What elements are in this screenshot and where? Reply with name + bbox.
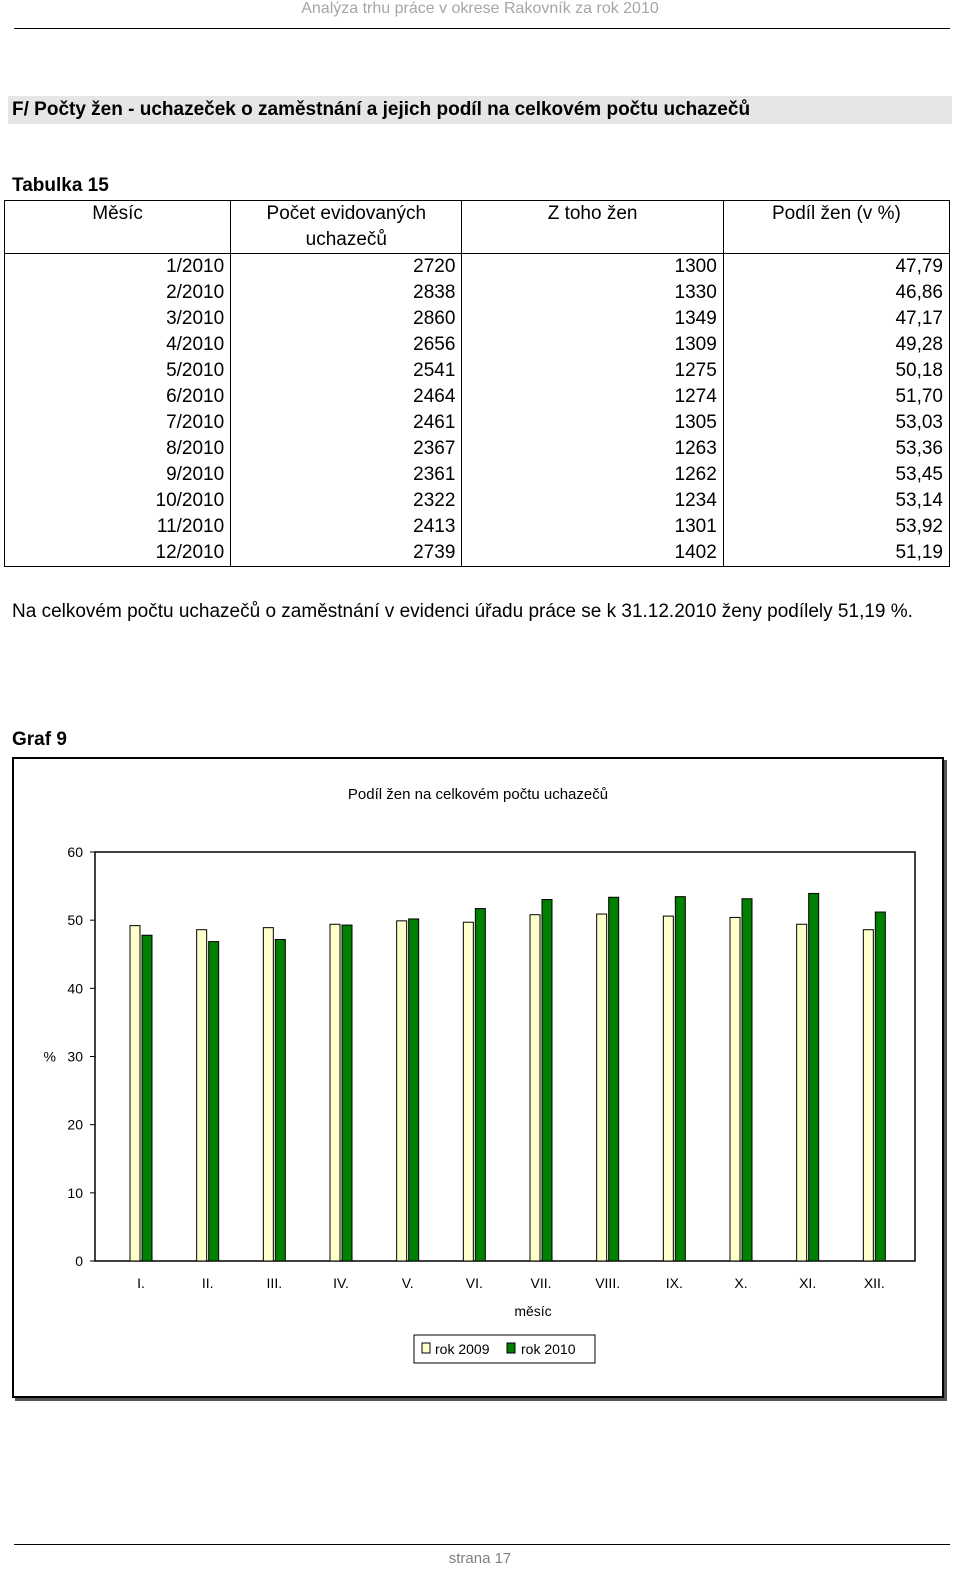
running-header: Analýza trhu práce v okrese Rakovník za rok 2010 [301, 0, 659, 17]
table-cell: 1/2010 [5, 254, 231, 281]
table-cell: 53,45 [723, 462, 949, 488]
bar-2010 [675, 897, 685, 1261]
x-tick-label: V. [401, 1275, 414, 1291]
bar-2010 [409, 919, 419, 1261]
bar-2009 [663, 916, 673, 1261]
table-cell: 1330 [462, 280, 723, 306]
table-cell: 8/2010 [5, 436, 231, 462]
bar-2009 [597, 914, 607, 1261]
bar-2010 [209, 942, 219, 1261]
y-tick-label: 10 [67, 1184, 83, 1201]
table-cell: 1301 [462, 514, 723, 540]
table-cell: 49,28 [723, 332, 949, 358]
bar-2009 [263, 928, 273, 1261]
table-cell: 2656 [231, 332, 462, 358]
y-tick-label: 20 [67, 1116, 83, 1133]
legend-label-2009: rok 2009 [435, 1341, 490, 1357]
bar-2010 [275, 939, 285, 1261]
header-month: Měsíc [5, 201, 231, 254]
x-tick-label: XI. [799, 1275, 817, 1291]
x-tick-label: III. [266, 1275, 283, 1291]
x-tick-label: VIII. [595, 1275, 621, 1291]
table-cell: 2/2010 [5, 280, 231, 306]
table-cell: 4/2010 [5, 332, 231, 358]
x-tick-label: XII. [863, 1275, 885, 1291]
bar-2010 [342, 925, 352, 1261]
table-cell: 53,36 [723, 436, 949, 462]
table-cell: 51,70 [723, 384, 949, 410]
table-cell: 2367 [231, 436, 462, 462]
legend-label-2010: rok 2010 [521, 1341, 576, 1357]
bar-2010 [609, 897, 619, 1261]
bar-2009 [463, 922, 473, 1261]
table-cell: 51,19 [723, 540, 949, 567]
table-cell: 2860 [231, 306, 462, 332]
bar-2009 [397, 921, 407, 1261]
chart-title: Podíl žen na celkovém počtu uchazečů [347, 786, 609, 803]
table-row [5, 358, 950, 384]
x-tick-label: II. [201, 1275, 214, 1291]
summary-text: Na celkovém počtu uchazečů o zaměstnání v evidenci úřadu práce se k 31.12.2010 ženy podílely 51,19 %. [12, 601, 913, 622]
table-cell: 2413 [231, 514, 462, 540]
y-tick-label: 30 [67, 1048, 83, 1065]
table-cell: 2322 [231, 488, 462, 514]
chart-caption: Graf 9 [12, 729, 67, 750]
y-tick-label: 50 [67, 912, 83, 929]
bar-chart [14, 759, 942, 1396]
bar-2010 [142, 935, 152, 1261]
chart-frame [12, 757, 944, 1398]
footer-rule [14, 1544, 950, 1545]
header-share: Podíl žen (v %) [723, 201, 949, 254]
table-cell: 53,92 [723, 514, 949, 540]
y-axis-label: % [43, 1048, 56, 1065]
table-row [5, 384, 950, 410]
table-cell: 2361 [231, 462, 462, 488]
table-caption: Tabulka 15 [12, 175, 109, 196]
table-cell: 50,18 [723, 358, 949, 384]
table-cell: 1274 [462, 384, 723, 410]
header-women: Z toho žen [462, 201, 723, 254]
table-cell: 2541 [231, 358, 462, 384]
bar-2010 [742, 899, 752, 1261]
table-cell: 47,17 [723, 306, 949, 332]
table-cell: 1349 [462, 306, 723, 332]
data-table [4, 200, 950, 567]
table-cell: 1275 [462, 358, 723, 384]
table-row [5, 332, 950, 358]
table-cell: 2739 [231, 540, 462, 567]
table-cell: 2461 [231, 410, 462, 436]
x-tick-label: I. [137, 1275, 145, 1291]
table-row [5, 306, 950, 332]
section-heading: F/ Počty žen - uchazeček o zaměstnání a jejich podíl na celkovém počtu uchazečů [8, 96, 952, 124]
table-cell: 1263 [462, 436, 723, 462]
y-tick-label: 40 [67, 980, 83, 997]
table-cell: 46,86 [723, 280, 949, 306]
table-cell: 1262 [462, 462, 723, 488]
table-cell: 1402 [462, 540, 723, 567]
table-cell: 9/2010 [5, 462, 231, 488]
table-row [5, 488, 950, 514]
bar-2009 [863, 930, 873, 1261]
bar-2009 [730, 917, 740, 1261]
table-cell: 2464 [231, 384, 462, 410]
table-row [5, 410, 950, 436]
table-row [5, 436, 950, 462]
table-cell: 2720 [231, 254, 462, 281]
table-cell: 5/2010 [5, 358, 231, 384]
bar-2010 [542, 900, 552, 1261]
bar-2009 [197, 930, 207, 1261]
table-row [5, 514, 950, 540]
y-tick-label: 60 [67, 844, 83, 860]
table-cell: 1300 [462, 254, 723, 281]
table-cell: 12/2010 [5, 540, 231, 567]
table-row [5, 462, 950, 488]
table-row [5, 540, 950, 567]
bar-2009 [530, 915, 540, 1261]
legend-swatch-2009 [422, 1343, 430, 1353]
bar-2009 [797, 924, 807, 1261]
table-cell: 53,14 [723, 488, 949, 514]
table-cell: 47,79 [723, 254, 949, 281]
table-cell: 3/2010 [5, 306, 231, 332]
table-row [5, 280, 950, 306]
table-row [5, 254, 950, 281]
table-cell: 10/2010 [5, 488, 231, 514]
bar-2009 [330, 924, 340, 1261]
table-cell: 11/2010 [5, 514, 231, 540]
bar-2010 [875, 912, 885, 1261]
table-cell: 6/2010 [5, 384, 231, 410]
bar-2009 [130, 926, 140, 1261]
x-tick-label: IX. [665, 1275, 683, 1291]
header-registered: Počet evidovaných uchazečů [231, 201, 462, 254]
table-cell: 1305 [462, 410, 723, 436]
x-axis-label: měsíc [514, 1303, 552, 1319]
table-cell: 1309 [462, 332, 723, 358]
x-tick-label: X. [734, 1275, 748, 1291]
table-cell: 1234 [462, 488, 723, 514]
table-body [5, 254, 950, 567]
x-tick-label: VII. [530, 1275, 552, 1291]
header-rule [14, 28, 950, 29]
table-cell: 53,03 [723, 410, 949, 436]
table-header-row [5, 201, 950, 254]
x-tick-label: IV. [333, 1275, 349, 1291]
table-cell: 2838 [231, 280, 462, 306]
x-tick-label: VI. [465, 1275, 483, 1291]
bar-2010 [475, 909, 485, 1261]
y-tick-label: 0 [75, 1253, 83, 1269]
page-number: strana 17 [448, 1550, 512, 1567]
bar-2010 [809, 893, 819, 1261]
legend-swatch-2010 [507, 1343, 515, 1353]
table-cell: 7/2010 [5, 410, 231, 436]
